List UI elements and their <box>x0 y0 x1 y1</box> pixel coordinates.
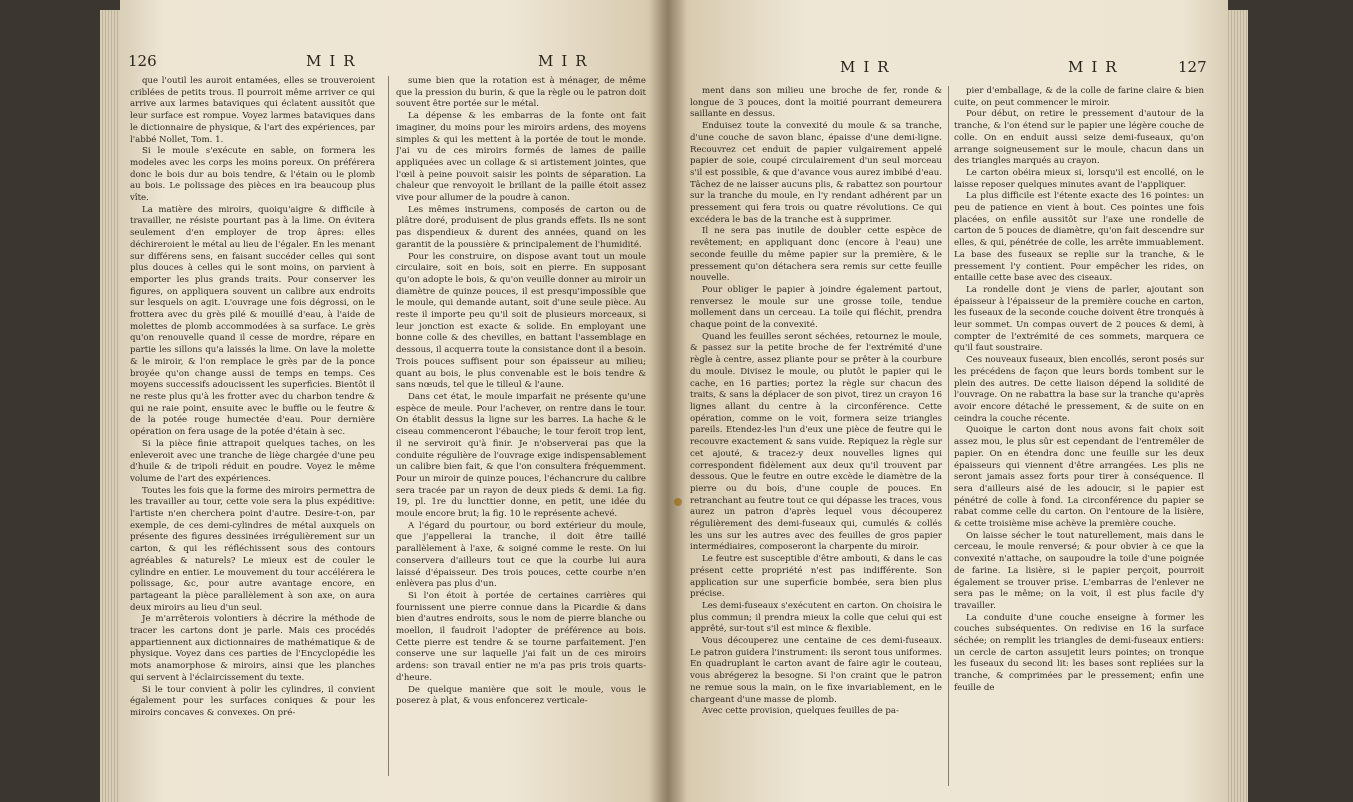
left-running-head-1: MIR <box>306 52 363 70</box>
left-column-rule <box>388 76 389 776</box>
paragraph: Je m'arrêterois volontiers à décrire la méthode de tracer les cartons dont je parle. Mais ces procédés appartiennent aux dictionnaires de mathématique & de physique. Voyez dans ces parties de l'Encyclopédie les mots anamorphose & miroirs, ainsi que les planches qui servent à l'éclaircissement du texte. <box>130 614 375 683</box>
right-page-number: 127 <box>1178 58 1207 76</box>
right-column-rule <box>948 86 949 786</box>
paragraph: Quoique le carton dont nous avons fait choix soit assez mou, le plus sûr est cependant de l'entremêler de papier. On en étendra donc une feuille sur les deux épaisseurs qui viennent d'être arrangées. Les plis ne seront jamais assez forts pour tirer à conséquence. Il sera d'ailleurs aisé de les adoucir, si le papier est pénétré de colle à fond. La circonférence du papier se rabat comme celle du carton. On l'entoure de la lisière, & cette troisième mise achève la première couche. <box>954 425 1204 530</box>
paragraph: Avec cette provision, quelques feuilles de pa- <box>702 706 899 717</box>
paragraph: Toutes les fois que la forme des miroirs permettra de les travailler au tour, cette voie sera la plus expéditive: l'artiste n'en cherchera point d'autre. Desire-t-on, par exemple, de ces demi-cylindres de métal auxquels on présente des figures dessinées irrégulièrement sur un carton, & qui les réfléchissent sous des contours agréables & naturels? Le mieux est de couler le cylindre en entier. Le mouvement du tour accélérera le polissage, &c, pour autre avantage encore, en partageant la pièce parallèlement à son axe, on aura deux miroirs au lieu d'un seul. <box>130 485 375 613</box>
paragraph: Si l'on étoit à portée de certaines carrières qui fournissent une pierre connue dans la Picardie & dans bien d'autres endroits, sous le nom de pierre blanche ou moellon, il faudroit l'adopter de préférence au bois. Cette pierre est tendre & se tourne parfaitement. J'en conserve une sur laquelle j'ai fait un de ces miroirs ardens: son travail entier ne m'a pas pris trois quarts-d'heure. <box>396 590 646 683</box>
paragraph: pier d'emballage, & de la colle de farine claire & bien cuite, on peut commencer le miroir. <box>954 86 1204 108</box>
paragraph: Pour les construire, on dispose avant tout un moule circulaire, soit en bois, soit en pierre. En supposant qu'on adopte le bois, & qu'on veuille donner au miroir un diamètre de quinze pouces, il est presqu'impossible que le moule, qui demande autant, soit d'une seule pièce. Au reste il importe peu qu'il soit de plusieurs morceaux, si leur jonction est exacte & solide. En employant une bonne colle & des chevilles, en battant l'assemblage en dessous, il acquerra toute la consistance dont il a besoin. Trois pouces suffisent pour son épaisseur au milieu; quant au bois, le plus convenable est le bois tendre & sans nœuds, tel que le tilleul & l'aune. <box>396 251 646 391</box>
paragraph: Ces nouveaux fuseaux, bien encollés, seront posés sur les précédens de façon que leurs bords tombent sur le plein des autres. De cette liaison dépend la solidité de l'ouvrage. On ne rabattra la base sur la tranche qu'après avoir encore détaché le pressement, & de suite on en ceindra la couche récente. <box>954 355 1204 424</box>
right-running-head-1: MIR <box>840 58 897 76</box>
paragraph: ment dans son milieu une broche de fer, ronde & longue de 3 pouces, dont la moitié pourrant demeurera saillante en dessus. <box>690 86 942 120</box>
paragraph: A l'égard du pourtour, ou bord extérieur du moule, que j'appellerai la tranche, il doit être taillé parallèlement à l'axe, & soigné comme le reste. On lui conservera d'ailleurs tout ce que la courbe lui aura laissé d'épaisseur. Des trois pouces, cette courbe n'en enlèvera pas plus d'un. <box>396 520 646 590</box>
paragraph: Pour obliger le papier à joindre également partout, renversez le moule sur une grosse toile, tendue mollement dans un cerceau. La toile qui fléchit, prendra chaque point de la convexité. <box>690 284 942 331</box>
left-page <box>120 0 668 802</box>
right-page <box>668 0 1228 802</box>
paragraph: La dépense & les embarras de la fonte ont fait imaginer, du moins pour les miroirs ardens, des moyens simples & qui les mettent à la portée de tout le monde. J'ai vu de ces miroirs formés de lames de paille appliquées avec un collage & si artistement jointes, que l'œil à peine pouvoit saisir les points de séparation. La chaleur que renvoyoit le brillant de la paille étoit assez vive pour allumer de la poudre à canon. <box>396 111 646 204</box>
paragraph: Enduisez toute la convexité du moule & sa tranche, d'une couche de savon blanc, épaisse d'une demi-ligne. Recouvrez cet enduit de papier vulgairement appelé papier de soie, coupé circulairement d'un seul morceau s'il est possible, & que d'avance vous aurez imbibé d'eau. Tâchez de ne laisser aucuns plis, & rabattez son pourtour sur la tranche du moule, en l'y rendant adhérent par un pressement qui fera trois ou quatre révolutions. Ce qui excédera le bas de la tranche est à supprimer. <box>690 121 942 225</box>
left-page-number: 126 <box>128 52 157 70</box>
paragraph: La conduite d'une couche enseigne à former les couches subséquentes. On redivise en 16 la surface séchée; on remplit les triangles de demi-fuseaux entiers: un cercle de carton assujetit leurs pointes; on tronque les fuseaux du second lit: les bases sont repliées sur la tranche, & comprimées par le pressement; enfin une feuille de <box>954 612 1204 693</box>
paragraph: La plus difficile est l'étente exacte des 16 pointes: un peu de patience en vient à bout. Ces pointes une fois placées, on enfile aussitôt sur l'axe une rondelle de carton de 5 pouces de diamètre, qu'on fait descendre sur elles, & qui, pénétrée de colle, les arrête immuablement. La base des fuseaux se replie sur la tranche, & le pressement l'y contient. Pour empêcher les rides, on entaille cette base avec des ciseaux. <box>954 191 1204 284</box>
paragraph: Pour début, on retire le pressement d'autour de la tranche, & l'on étend sur le papier une légère couche de colle. On en enduit aussi seize demi-fuseaux, qu'on arrange soigneusement sur le moule, chacun dans un des triangles marqués au crayon. <box>954 109 1204 167</box>
right-page-header <box>668 50 1228 76</box>
paragraph: que l'outil les auroit entamées, elles se trouveroient criblées de petits trous. Il pourroit même arriver ce qui arrive aux larmes bataviques qui éclatent aussitôt que leur surface est rompue. Voyez larmes bataviques dans le dictionnaire de physique, & l'art des expériences, par l'abbé Nollet, Tom. 1. <box>130 76 375 145</box>
paragraph: Vous découperez une centaine de ces demi-fuseaux. Le patron guidera l'instrument: ils seront tous uniformes. En quadruplant le carton avant de faire agir le couteau, vous abrégerez la besogne. Si l'on craint que le patron ne remue sous la main, on le fixe invariablement, en le chargeant d'une masse de plomb. <box>690 636 942 705</box>
paragraph: Les demi-fuseaux s'exécutent en carton. On choisira le plus commun; il prendra mieux la colle que celui qui est apprêté, sur-tout s'il est mince & flexible. <box>690 600 942 635</box>
paragraph: La matière des miroirs, quoiqu'aigre & difficile à travailler, ne résiste pourtant pas à la lime. On évitera seulement d'en employer de trop âpres: elles déchireroient le métal au lieu de l'égaler. En les menant sur différens sens, en faisant succéder celles qui sont plus douces à celles qui le sont moins, on parvient à emporter les plus grands traits. Pour conserver les figures, on appliquera souvent un calibre aux endroits sur lesquels on agit. L'ouvrage une fois dégrossi, on le frottera avec du grès pilé & mouillé d'eau, à l'aide de molettes de plomb accommodées à sa surface. Le grès qu'on renouvelle quand il cesse de mordre, répare en partie les sillons qu'a laissés la lime. On lave la molette & le miroir, & l'on remplace le grès par de la ponce broyée qu'on change aussi de temps en temps. Ces moyens successifs adoucissent les superficies. Bientôt il ne reste plus qu'à les frotter avec du charbon tendre & qui ne raie point, ensuite avec le buffle ou le feutre & de la potée rouge humectée d'eau. Pour dernière opération on fera usage de la potée d'étain à sec. <box>130 204 375 438</box>
paragraph: sume bien que la rotation est à ménager, de même que la pression du burin, & que la règle ou le patron doit souvent être portée sur le métal. <box>396 76 646 110</box>
paragraph: Dans cet état, le moule imparfait ne présente qu'une espèce de meule. Pour l'achever, on rentre dans le tour. On établit dessus la ligne sur les barres. La hache & le ciseau commenceront l'ébauche; le tour feroit trop lent, il ne serviroit qu'à finir. Je n'observerai pas que la conduite régulière de l'ouvrage exige indispensablement un calibre bien fait, & que l'on consultera fréquemment. Pour un miroir de quinze pouces, l'échancrure du calibre sera tracée par un rayon de deux pieds & demi. La fig. 19, pl. 1re du luncttier donne, en petit, une idée du moule encore brut; la fig. 10 le représente achevé. <box>396 391 646 520</box>
left-page-header <box>120 50 668 76</box>
paragraph: Si le moule s'exécute en sable, on formera les modeles avec les corps les moins poreux. On préférera donc le bois dur au bois tendre, & l'étain ou le plomb au bois. Le polissage des pièces en ira beaucoup plus vîte. <box>130 146 375 204</box>
left-running-head-2: MIR <box>538 52 595 70</box>
left-column-1 <box>130 76 375 791</box>
right-column-2 <box>954 86 1204 801</box>
paragraph: Les mêmes instrumens, composés de carton ou de plâtre doré, produisent de plus grands effets. Ils ne sont pas dispendieux & durent des années, quand on les garantit de la poussière & principalement de l'humidité. <box>396 204 646 250</box>
right-running-head-2: MIR <box>1068 58 1125 76</box>
page-edges-left <box>100 10 122 802</box>
paragraph: De quelque manière que soit le moule, vous le poserez à plat, & vous enfoncerez verticale- <box>396 684 646 707</box>
paragraph: La rondelle dont je viens de parler, ajoutant son épaisseur à l'épaisseur de la première couche en carton, les fuseaux de la seconde couche doivent être tronqués à leur sommet. Un compas ouvert de 2 pouces & demi, à compter de l'extrémité de ces sommets, marquera ce qu'il faut soustraire. <box>954 284 1204 354</box>
paragraph: Le carton obéira mieux si, lorsqu'il est encollé, on le laisse reposer quelques minutes avant de l'appliquer. <box>954 167 1204 190</box>
right-column-1 <box>690 86 942 801</box>
paragraph: Le feutre est susceptible d'être ambouti, & dans le cas présent cette propriété n'est pas indifférente. Son application sur une superficie bombée, sera bien plus précise. <box>690 554 942 600</box>
paragraph: Quand les feuilles seront séchées, retournez le moule, & passez sur la petite broche de fer l'extrémité d'une règle à centre, assez pliante pour se prêter à la courbure du moule. Divisez le moule, ou plutôt le papier qui le cache, en 16 parties; portez la règle sur chacun des traits, & sans la déplacer de son pivot, tirez un crayon 16 lignes allant du centre à la circonférence. Cette opération, comme on le voit, formera seize triangles pareils. Etendez-les l'un d'eux une pièce de feutre qui le recouvre exactement & sans vuide. Repiquez la règle sur cet ajouté, & tracez-y deux nouvelles lignes qui correspondent fidèlement aux deux qu'il trouvent par dessous. Que le feutre en outre excède le diamètre de la pierre ou du bois, d'une couple de pouces. En retranchant au feutre tout ce qui dépasse les traces, vous aurez un patron d'après lequel vous découperez régulièrement des demi-fuseaux qui, cumulés & collés les uns sur les autres avec des feuilles de gros papier intermédiaires, composeront la charpente du miroir. <box>690 331 942 553</box>
page-edges-right <box>1226 10 1248 802</box>
paragraph: Si la pièce finie attrapoit quelques taches, on les enleveroit avec une tranche de liège chargée d'une peu d'huile & de tripoli réduit en poudre. Voyez le même volume de l'art des expériences. <box>130 438 375 484</box>
left-column-2 <box>396 76 646 791</box>
paragraph: On laisse sécher le tout naturellement, mais dans le cerceau, le moule renversé; & pour obvier à ce que la convexité n'attache, on saupoudre la toile d'une poignée de farine. La lisière, si le papier perçoit, pourroit également se trouver prise. L'embarras de l'enlever ne sera pas le même; on la voit, il est plus facile d'y travailler. <box>954 530 1204 611</box>
paragraph: Il ne sera pas inutile de doubler cette espèce de revêtement; en appliquant donc (encore à l'eau) une seconde feuille du même papier sur la première, & le pressement qu'on détachera sera remis sur cette feuille nouvelle. <box>690 226 942 284</box>
book-gutter <box>650 0 686 802</box>
paragraph: Si le tour convient à polir les cylindres, il convient également pour les surfaces coniques & pour les miroirs concaves & convexes. On pré- <box>130 684 375 718</box>
